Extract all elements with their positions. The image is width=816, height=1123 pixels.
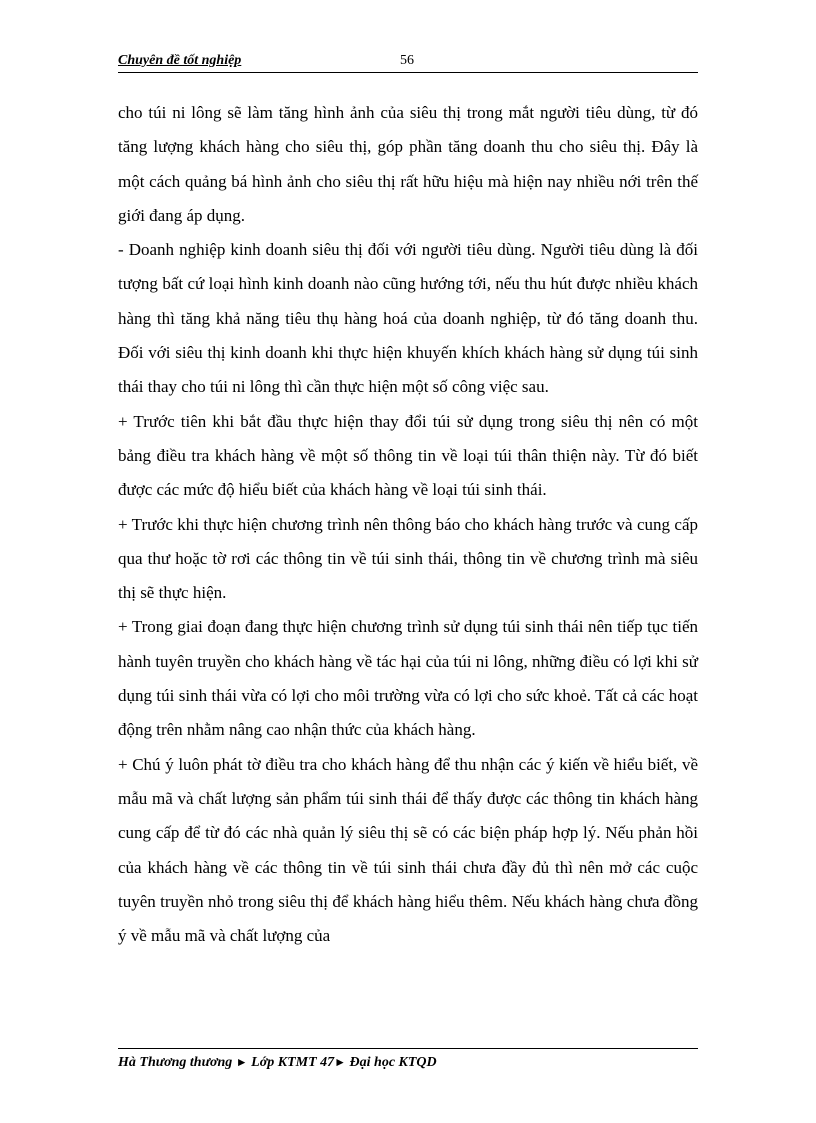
arrow-icon: ► — [334, 1055, 347, 1069]
page-footer — [118, 1048, 698, 1071]
arrow-icon: ► — [235, 1055, 248, 1069]
page-number: 56 — [400, 53, 414, 68]
footer-class: Lớp KTMT 47 — [251, 1055, 335, 1070]
page-header — [118, 52, 698, 73]
paragraph: + Trước tiên khi bắt đầu thực hiện thay đổi túi sử dụng trong siêu thị nên có một bảng điều tra khách hàng về một số thông tin về loại túi thân thiện này. Từ đó biết được các mức độ hiểu biết của khách hàng về loại túi sinh thái. — [118, 411, 698, 500]
paragraph: + Trước khi thực hiện chương trình nên thông báo cho khách hàng trước và cung cấp qua thư hoặc tờ rơi các thông tin về túi sinh thái, thông tin về chương trình mà siêu thị sẽ thực hiện. — [118, 514, 698, 603]
page-body — [118, 96, 698, 953]
paragraph: - Doanh nghiệp kinh doanh siêu thị đối với người tiêu dùng. Người tiêu dùng là đối tượng bất cứ loại hình kinh doanh nào cũng hướng tới, nếu thu hút được nhiều khách hàng thì tăng khả năng tiêu thụ hàng hoá của doanh nghiệp, từ đó tăng doanh thu. Đối với siêu thị kinh doanh khi thực hiện khuyến khích khách hàng sử dụng túi sinh thái thay cho túi ni lông thì cần thực hiện một số công việc sau. — [118, 240, 698, 397]
footer-author: Hà Thương thương — [118, 1055, 233, 1070]
header-title: Chuyên đề tốt nghiệp — [118, 53, 242, 68]
paragraph: + Trong giai đoạn đang thực hiện chương trình sử dụng túi sinh thái nên tiếp tục tiến hành tuyên truyền cho khách hàng về tác hại của túi ni lông, những điều có lợi khi sử dụng túi sinh thái vừa có lợi cho môi trường vừa có lợi cho sức khoẻ. Tất cả các hoạt động trên nhằm nâng cao nhận thức của khách hàng. — [118, 617, 698, 740]
paragraph: + Chú ý luôn phát tờ điều tra cho khách hàng để thu nhận các ý kiến về hiểu biết, về mẫu mã và chất lượng sản phẩm túi sinh thái để thấy được các thông tin khách hàng cung cấp để từ đó các nhà quản lý siêu thị sẽ có các biện pháp hợp lý. Nếu phản hồi của khách hàng về các thông tin về túi sinh thái chưa đầy đủ thì nên mở các cuộc tuyên truyền nhỏ trong siêu thị để khách hàng hiểu thêm. Nếu khách hàng chưa đồng ý về mẫu mã và chất lượng của — [118, 754, 698, 946]
paragraph: cho túi ni lông sẽ làm tăng hình ảnh của siêu thị trong mắt người tiêu dùng, từ đó tăng lượng khách hàng cho siêu thị, góp phần tăng doanh thu cho siêu thị. Đây là một cách quảng bá hình ảnh cho siêu thị rất hữu hiệu mà hiện nay nhiều nới trên thế giới đang áp dụng. — [118, 103, 698, 225]
footer-university: Đại học KTQD — [349, 1055, 437, 1070]
